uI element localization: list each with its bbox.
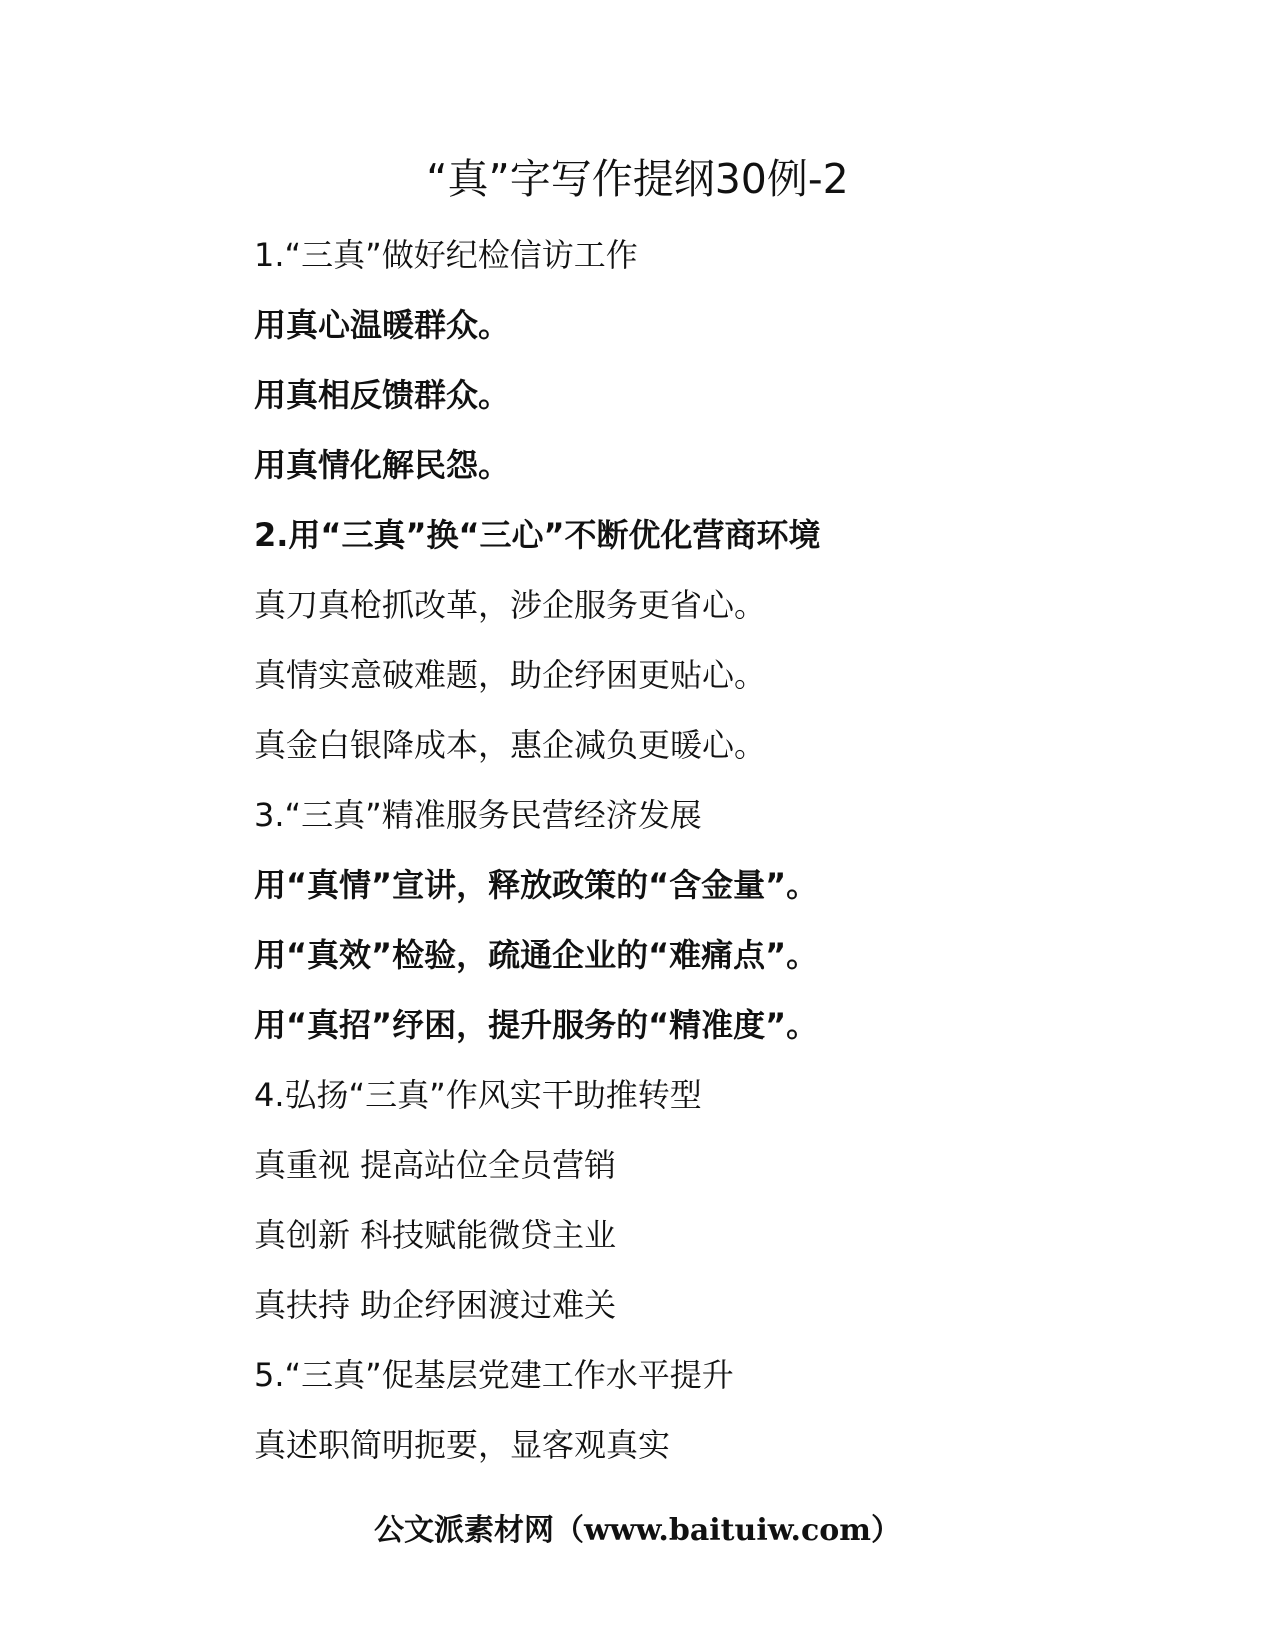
outline-heading-5: 5.“三真”促基层党建工作水平提升 bbox=[254, 1356, 734, 1394]
outline-line: 用真情化解民怨。 bbox=[254, 446, 511, 484]
outline-line: 用“真效”检验，疏通企业的“难痛点”。 bbox=[254, 936, 819, 974]
outline-line: 真扶持 助企纾困渡过难关 bbox=[254, 1286, 617, 1324]
document-body bbox=[254, 227, 1074, 1487]
outline-heading-2: 2.用“三真”换“三心”不断优化营商环境 bbox=[254, 516, 821, 554]
outline-heading-1: 1.“三真”做好纪检信访工作 bbox=[254, 236, 638, 274]
outline-line: 真重视 提高站位全员营销 bbox=[254, 1146, 617, 1184]
outline-line: 真创新 科技赋能微贷主业 bbox=[254, 1216, 617, 1254]
outline-heading-3: 3.“三真”精准服务民营经济发展 bbox=[254, 796, 702, 834]
outline-line: 真述职简明扼要，显客观真实 bbox=[254, 1426, 671, 1464]
outline-line: 真情实意破难题，助企纾困更贴心。 bbox=[254, 656, 767, 694]
outline-line: 真刀真枪抓改革，涉企服务更省心。 bbox=[254, 586, 767, 624]
outline-line: 用“真情”宣讲，释放政策的“含金量”。 bbox=[254, 866, 819, 904]
outline-line: 用“真招”纾困，提升服务的“精准度”。 bbox=[254, 1006, 819, 1044]
outline-line: 用真心温暖群众。 bbox=[254, 306, 511, 344]
outline-heading-4: 4.弘扬“三真”作风实干助推转型 bbox=[254, 1076, 702, 1114]
document-footer: 公文派素材网（www.baituiw.com） bbox=[373, 1513, 902, 1548]
outline-line: 真金白银降成本，惠企减负更暖心。 bbox=[254, 726, 767, 764]
outline-line: 用真相反馈群众。 bbox=[254, 376, 511, 414]
document-title: “真”字写作提纲30例-2 bbox=[426, 155, 849, 203]
